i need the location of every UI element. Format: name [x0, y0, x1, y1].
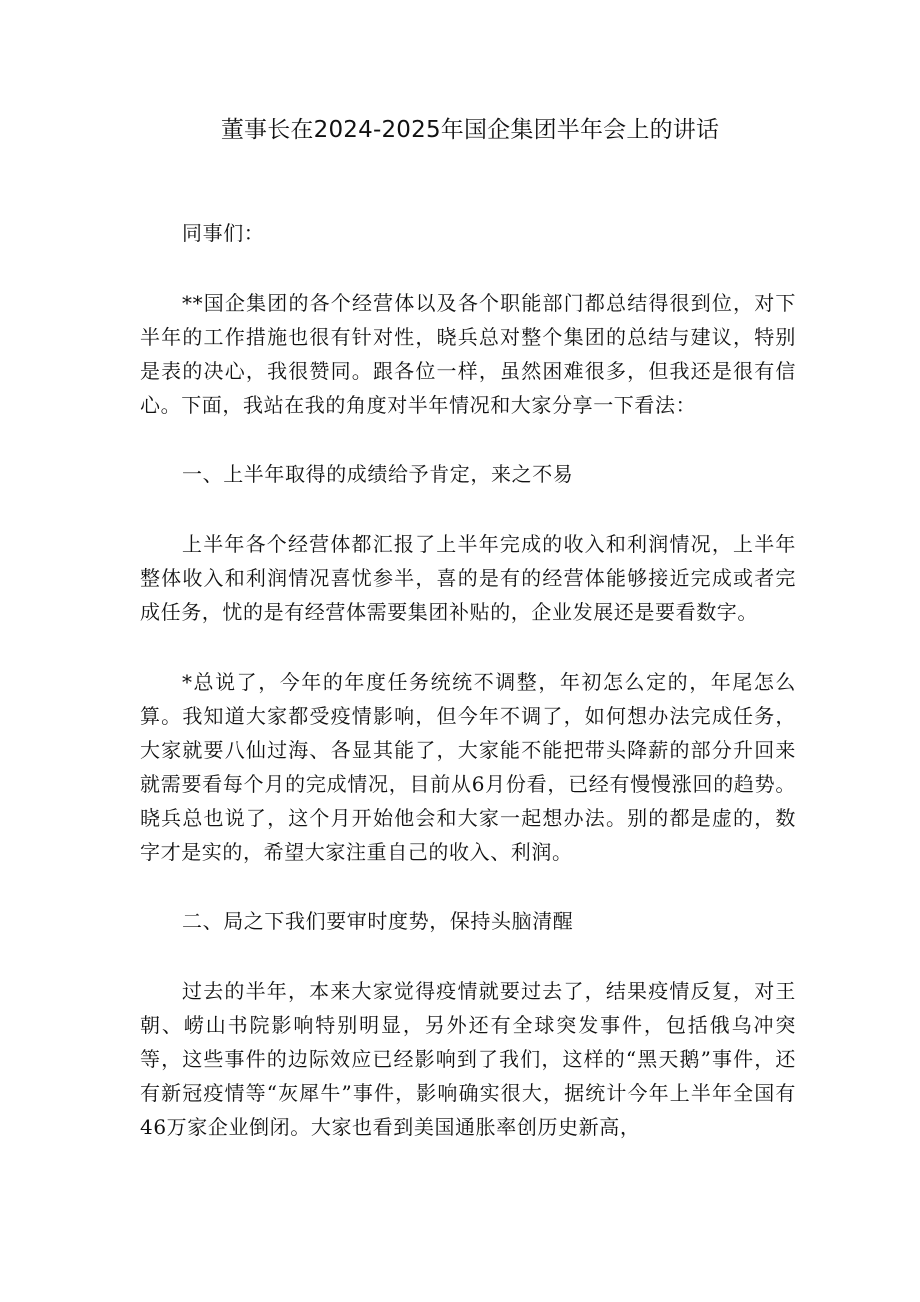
document-title: 董事长在2024-2025年国企集团半年会上的讲话 [220, 117, 720, 143]
document-body [140, 216, 796, 1144]
paragraph-intro: **国企集团的各个经营体以及各个职能部门都总结得很到位，对下半年的工作措施也很有针对性，晓兵总对整个集团的总结与建议，特别是表的决心，我很赞同。跟各位一样，虽然困难很多，但我还是很有信心。下面，我站在我的角度对半年情况和大家分享一下看法： [140, 291, 796, 417]
section-heading-one: 一、上半年取得的成绩给予肯定，来之不易 [182, 462, 574, 486]
section-heading-two: 二、局之下我们要审时度势，保持头脑清醒 [182, 909, 574, 933]
greeting: 同事们： [182, 221, 265, 245]
paragraph-annual-tasks: *总说了，今年的年度任务统统不调整，年初怎么定的，年尾怎么算。我知道大家都受疫情影响，但今年不调了，如何想办法完成任务，大家就要八仙过海、各显其能了，大家能不能把带头降薪的部分升回来就需要看每个月的完成情况，目前从6月份看，已经有慢慢涨回的趋势。晓兵总也说了，这个月开始他会和大家一起想办法。别的都是虚的，数字才是实的，希望大家注重自己的收入、利润。 [140, 670, 796, 864]
paragraph-past-half-year: 过去的半年，本来大家觉得疫情就要过去了，结果疫情反复，对王朝、崂山书院影响特别明显，另外还有全球突发事件，包括俄乌冲突等，这些事件的边际效应已经影响到了我们，这样的“黑天鹅”事件，还有新冠疫情等“灰犀牛”事件，影响确实很大，据统计今年上半年全国有46万家企业倒闭。大家也看到美国通胀率创历史新高， [140, 979, 796, 1139]
paragraph-first-half-results: 上半年各个经营体都汇报了上半年完成的收入和利润情况，上半年整体收入和利润情况喜忧参半，喜的是有的经营体能够接近完成或者完成任务，忧的是有经营体需要集团补贴的，企业发展还是要看数字。 [140, 532, 796, 624]
